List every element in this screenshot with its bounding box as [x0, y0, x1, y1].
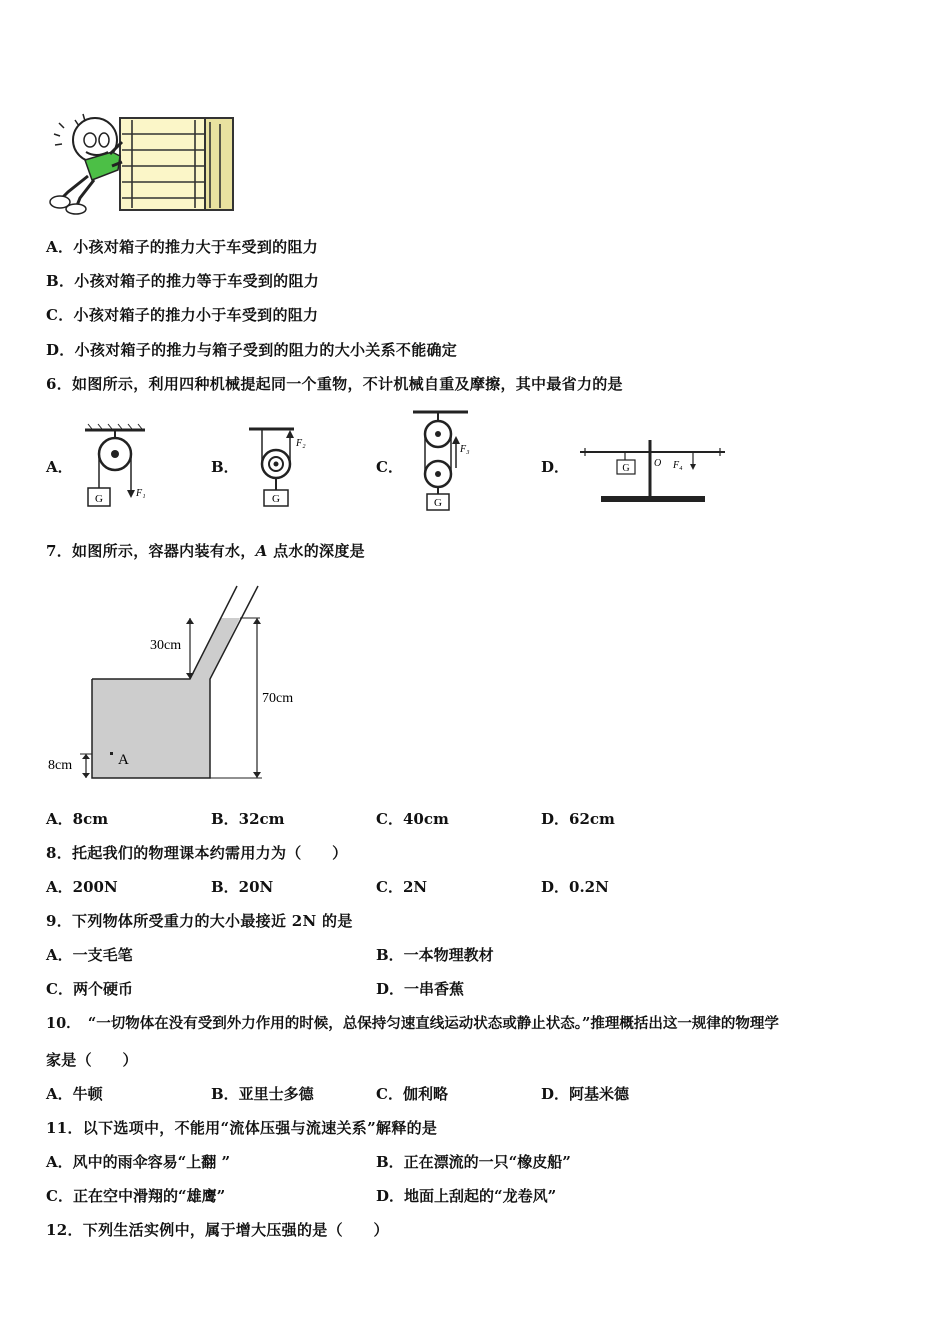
dim-70cm: 70cm [262, 691, 294, 706]
q7-stem-post: 点水的深度是 [267, 542, 365, 560]
force-f2-label: F₂ [296, 438, 306, 449]
q11-option-d: D．地面上刮起的“龙卷风” [376, 1187, 557, 1205]
force-f3-label: F₃ [460, 444, 470, 455]
q5-option-b: B．小孩对箱子的推力等于车受到的阻力 [46, 272, 320, 290]
q9-stem: 9．下列物体所受重力的大小最接近 2N 的是 [46, 912, 353, 930]
q9-option-b: B．一本物理教材 [376, 946, 494, 964]
movable-pulley-figure [244, 424, 314, 512]
q11-option-c: C．正在空中滑翔的“雄鹰” [46, 1187, 226, 1205]
dim-8cm: 8cm [48, 758, 73, 773]
pulley-block-figure [408, 408, 478, 512]
force-f1-label: F₁ [136, 488, 146, 499]
q12-stem: 12．下列生活实例中，属于增大压强的是（ ） [46, 1221, 389, 1239]
q9-option-d: D．一串香蕉 [376, 980, 465, 998]
q6-label-d: D． [541, 458, 570, 476]
q5-option-d: D．小孩对箱子的推力与箱子受到的阻力的大小关系不能确定 [46, 341, 458, 359]
q8-option-a: A．200N [46, 878, 118, 896]
q7-stem-pre: 7．如图所示，容器内装有水， [46, 542, 256, 560]
weight-label-a: G [95, 493, 103, 505]
pivot-label: O [654, 458, 662, 469]
q9-option-a: A．一支毛笔 [46, 946, 133, 964]
q6-label-c: C． [376, 458, 403, 476]
q10-stem-line1: 10． “一切物体在没有受到外力作用的时候，总保持匀速直线运动状态或静止状态。”推理概括出这一规律的物理学 [46, 1015, 779, 1032]
q8-option-b: B．20N [211, 878, 274, 896]
point-a-label: A [118, 752, 129, 768]
q8-stem: 8．托起我们的物理课本约需用力为（ ） [46, 844, 348, 862]
fixed-pulley-figure [80, 422, 150, 510]
force-f4-label: F₄ [673, 460, 683, 471]
q6-stem: 6．如图所示，利用四种机械提起同一个重物，不计机械自重及摩擦，其中最省力的是 [46, 375, 623, 393]
water-container-figure [40, 578, 320, 788]
q5-option-c: C．小孩对箱子的推力小于车受到的阻力 [46, 306, 319, 324]
q7-option-c: C．40cm [376, 810, 449, 828]
q9-option-c: C．两个硬币 [46, 980, 133, 998]
q7-option-a: A．8cm [46, 810, 109, 828]
weight-label-c: G [434, 497, 442, 509]
child-pushing-box-figure [50, 110, 240, 215]
q5-option-a: A．小孩对箱子的推力大于车受到的阻力 [46, 238, 319, 256]
q10-option-a: A．牛顿 [46, 1085, 103, 1103]
q7-option-d: D．62cm [541, 810, 615, 828]
lever-figure [575, 436, 730, 516]
q10-stem-line2: 家是（ ） [46, 1051, 138, 1069]
q6-label-b: B． [211, 458, 239, 476]
weight-label-d: G [622, 463, 630, 474]
q7-stem [46, 540, 365, 561]
q11-option-b: B．正在漂流的一只“橡皮船” [376, 1153, 571, 1171]
q11-option-a: A．风中的雨伞容易“上翻 ” [46, 1153, 231, 1171]
q10-option-d: D．阿基米德 [541, 1085, 630, 1103]
q7-option-b: B．32cm [211, 810, 285, 828]
q7-stem-var: A [255, 542, 268, 560]
q6-label-a: A． [46, 458, 73, 476]
weight-label-b: G [272, 493, 280, 505]
q11-stem: 11．以下选项中，不能用“流体压强与流速关系”解释的是 [46, 1119, 438, 1137]
q10-option-c: C．伽利略 [376, 1085, 448, 1103]
q8-option-c: C．2N [376, 878, 428, 896]
q8-option-d: D．0.2N [541, 878, 609, 896]
q10-option-b: B．亚里士多德 [211, 1085, 314, 1103]
dim-30cm: 30cm [150, 638, 182, 653]
